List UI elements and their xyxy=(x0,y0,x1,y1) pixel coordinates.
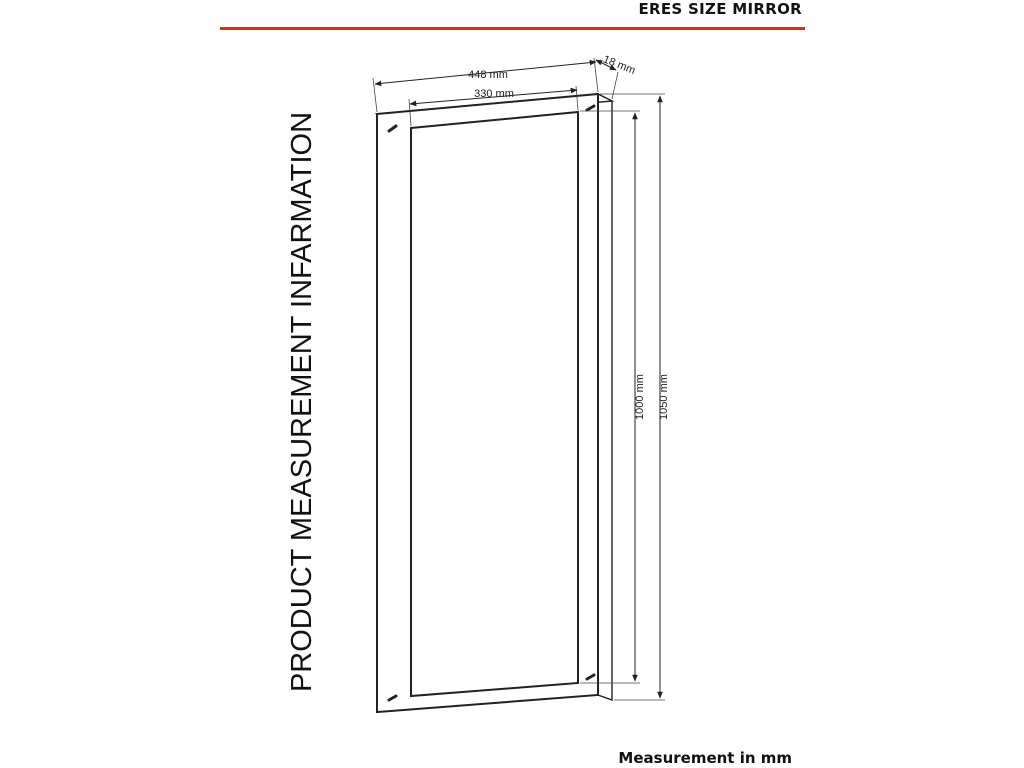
inner-height-label: 1000 mm xyxy=(634,374,646,420)
mirror-side-face xyxy=(598,94,612,700)
extension-line xyxy=(612,72,618,99)
mirror-glass-panel xyxy=(411,112,578,696)
outer-width-label: 448 mm xyxy=(468,69,508,81)
thickness-label: 18 mm xyxy=(601,53,637,78)
measurement-unit-note: Measurement in mm xyxy=(618,749,792,767)
side-heading: PRODUCT MEASUREMENT INFARMATION xyxy=(286,111,318,693)
page-title: ERES SIZE MIRROR xyxy=(638,0,802,18)
extension-line xyxy=(373,78,377,112)
inner-width-label: 330 mm xyxy=(474,88,514,100)
extension-line xyxy=(594,58,598,92)
outer-height-label: 1050 mm xyxy=(658,374,670,420)
